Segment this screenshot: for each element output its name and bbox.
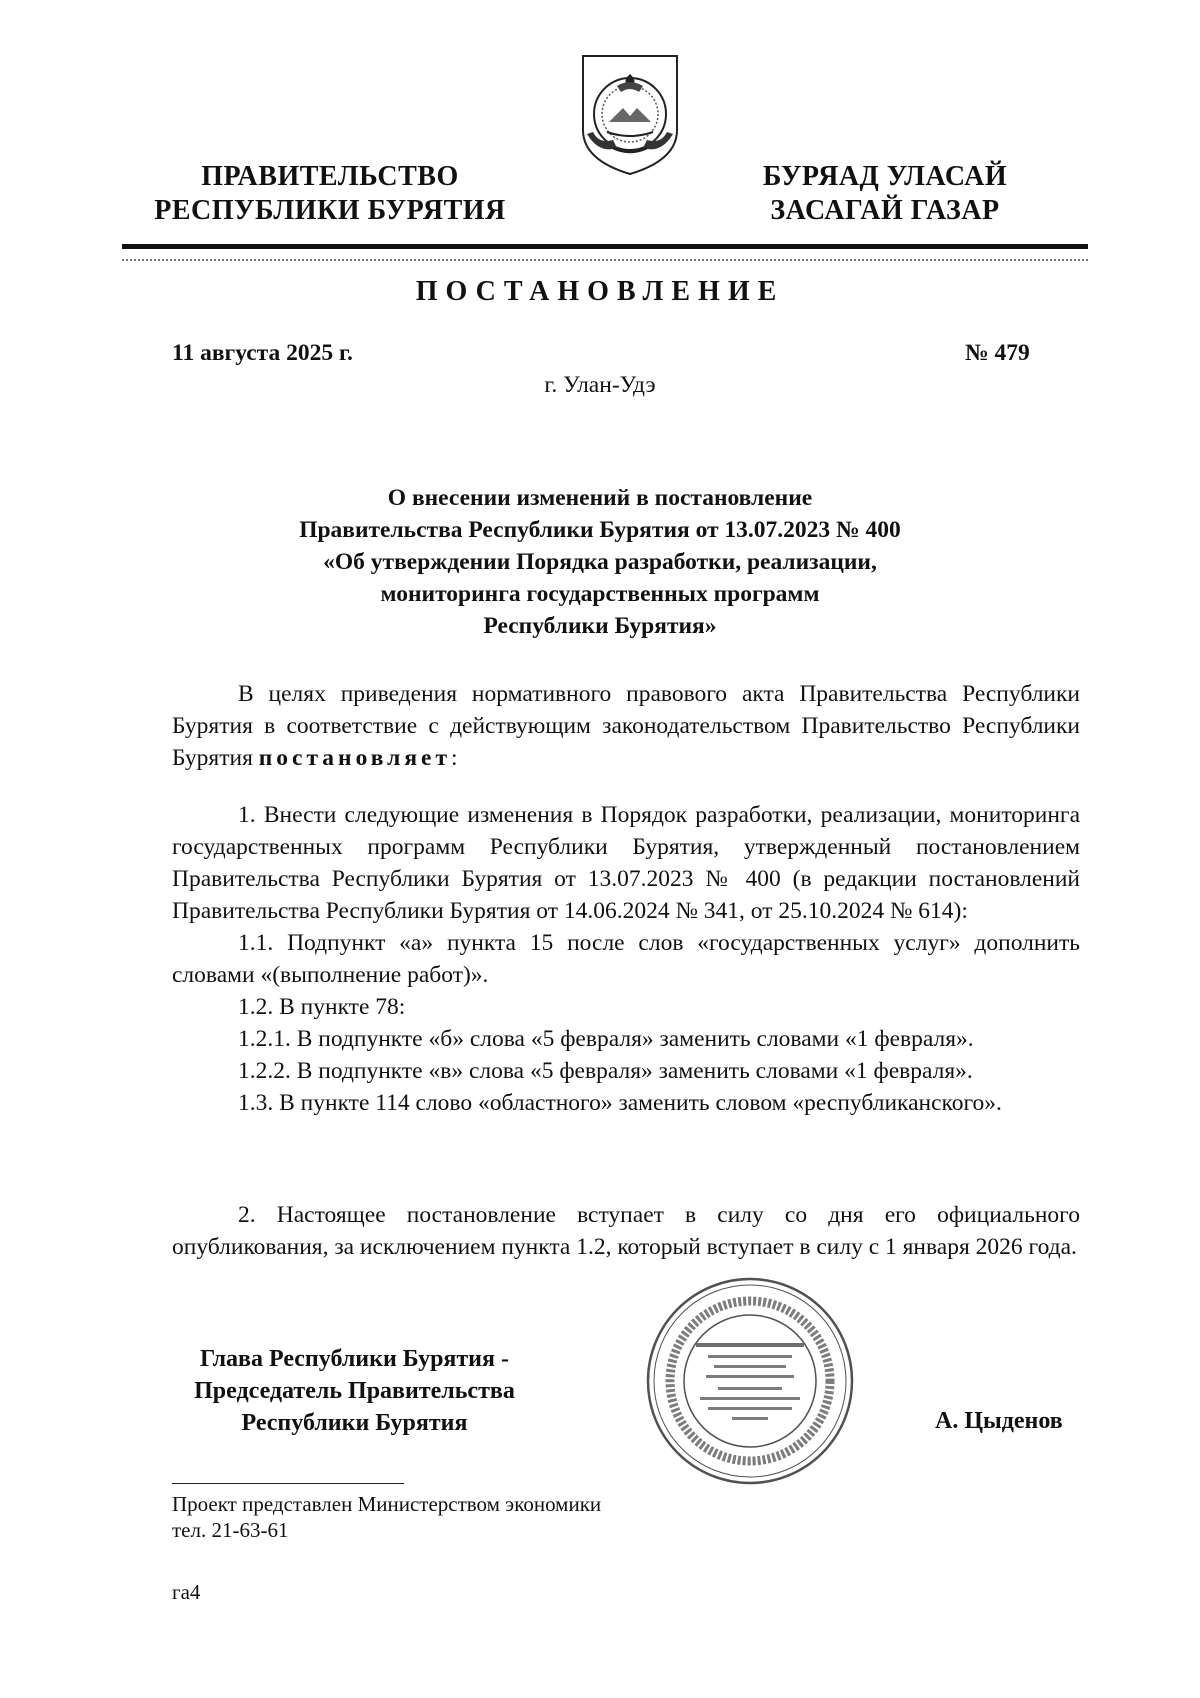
preamble-keyword: постановляет: [258, 745, 452, 771]
item-1-2-2: 1.2.2. В подпункте «в» слова «5 февраля» заменить словами «1 февраля».: [238, 1058, 973, 1084]
header-left: [150, 160, 510, 228]
signature-position-line2: Председатель Правительства: [194, 1378, 515, 1404]
item-2-block: [172, 1199, 1080, 1263]
document-subject: [240, 482, 960, 642]
footer-code: га4: [172, 1580, 201, 1604]
preamble-end: :: [451, 745, 458, 771]
item-1-3: 1.3. В пункте 114 слово «областного» заменить словом «республиканского».: [238, 1090, 1002, 1116]
preamble: [172, 678, 1080, 774]
signature-position-line1: Глава Республики Бурятия -: [200, 1346, 509, 1372]
emblem: [577, 52, 683, 176]
document-city: г. Улан-Удэ: [544, 372, 656, 398]
item-2: 2. Настоящее постановление вступает в силу со дня его официального опубликования, за исключением пункта 1.2, который вступает в силу с 1 января 2026 года.: [172, 1202, 1080, 1260]
subject-line: Правительства Республики Бурятия от 13.07.2023 № 400: [299, 517, 901, 543]
header-right-line1: БУРЯАД УЛАСАЙ: [762, 161, 1008, 192]
footer-rule: [172, 1483, 404, 1484]
item-1: 1. Внести следующие изменения в Порядок разработки, реализации, мониторинга государственных программ Республики Бурятия, утвержденный постановлением Правительства Республики Бурятия от 13.07.2023 № 400 (в редакции постановлений Правительства Республики Бурятия от 14.06.2024 № 341, от 25.10.2024 № 614):: [172, 802, 1080, 924]
footer-phone: тел. 21-63-61: [172, 1518, 289, 1542]
preamble-text: В целях приведения нормативного правового акта Правительства Республики Бурятия в соответствие с действующим законодательством Правительство Республики Бурятия: [172, 681, 1080, 771]
document-date: 11 августа 2025 г.: [172, 340, 353, 366]
coat-of-arms-icon: [577, 52, 683, 176]
official-stamp: [644, 1275, 856, 1487]
signature-name: А. Цыденов: [935, 1408, 1063, 1434]
subject-line: мониторинга государственных программ: [380, 581, 820, 607]
header-left-line2: РЕСПУБЛИКИ БУРЯТИЯ: [154, 195, 506, 226]
header-right-line2: ЗАСАГАЙ ГАЗАР: [770, 195, 1000, 226]
signature-position-line3: Республики Бурятия: [241, 1410, 468, 1436]
document-type: ПОСТАНОВЛЕНИЕ: [415, 276, 785, 307]
items: [172, 799, 1080, 1119]
header-left-line1: ПРАВИТЕЛЬСТВО: [201, 161, 459, 192]
header-divider: [122, 244, 1088, 249]
stamp-seal-icon: [644, 1275, 856, 1487]
subject-line: «Об утверждении Порядка разработки, реализации,: [323, 549, 877, 575]
header-divider-dotted: [122, 259, 1088, 261]
item-1-2: 1.2. В пункте 78:: [238, 994, 406, 1020]
subject-line: Республики Бурятия»: [483, 613, 717, 639]
footer-project-note: Проект представлен Министерством экономики: [172, 1492, 602, 1516]
header-right: [735, 160, 1035, 228]
subject-line: О внесении изменений в постановление: [387, 485, 813, 511]
signature-position: [172, 1343, 537, 1439]
item-1-2-1: 1.2.1. В подпункте «б» слова «5 февраля» заменить словами «1 февраля».: [238, 1026, 974, 1052]
document-number: № 479: [965, 340, 1030, 366]
item-1-1: 1.1. Подпункт «а» пункта 15 после слов «государственных услуг» дополнить словами «(выполнение работ)».: [172, 930, 1080, 988]
